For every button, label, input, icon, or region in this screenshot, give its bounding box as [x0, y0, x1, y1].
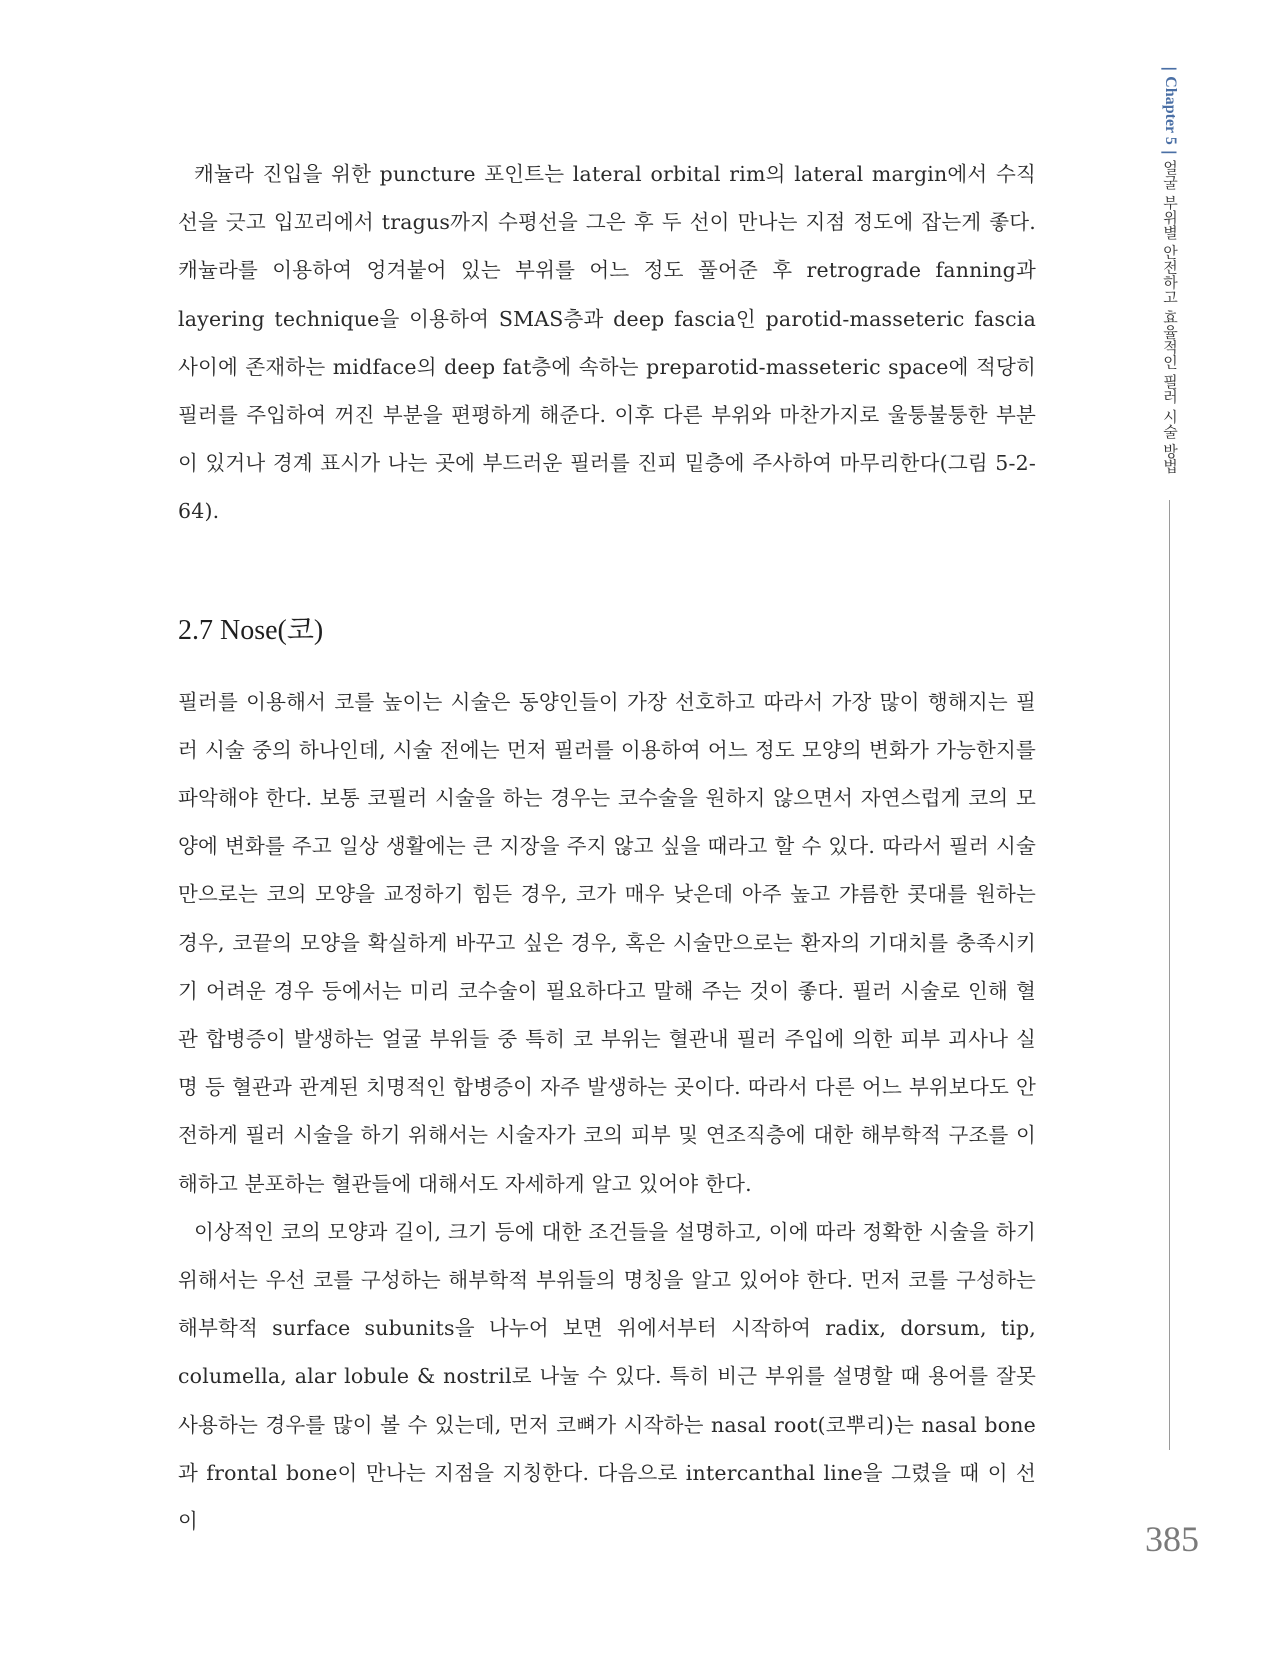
chapter-title: 얼굴 부위별 안전하고 효율적인 필러 시술 방법	[1161, 159, 1179, 474]
running-header	[1160, 66, 1181, 474]
page-number: 385	[1145, 1519, 1199, 1559]
paragraph-cannula: 캐뉼라 진입을 위한 puncture 포인트는 lateral orbital rim의 lateral margin에서 수직선을 긋고 입꼬리에서 tragus까지 수평선을 그은 후 두 선이 만나는 지점 정도에 잡는게 좋다. 캐뉼라를 이용하여 엉겨붙어 있는 부위를 어느 정도 풀어준 후 retrograde fanning과 layering technique을 이용하여 SMAS층과 deep fascia인 parotid-masseteric fascia 사이에 존재하는 midface의 deep fat층에 속하는 preparotid-masseteric space에 적당히 필러를 주입하여 꺼진 부분을 편평하게 해준다. 이후 다른 부위와 마찬가지로 울퉁불퉁한 부분이 있거나 경계 표시가 나는 곳에 부드러운 필러를 진피 밑층에 주사하여 마무리한다(그림 5-2-64).	[178, 162, 1036, 524]
page-body	[178, 150, 1036, 1545]
paragraph-nose-anatomy: 이상적인 코의 모양과 길이, 크기 등에 대한 조건들을 설명하고, 이에 따라 정확한 시술을 하기 위해서는 우선 코를 구성하는 해부학적 부위들의 명칭을 알고 있어야 한다. 먼저 코를 구성하는 해부학적 surface subunits을 나누어 보면 위에서부터 시작하여 radix, dorsum, tip, columella, alar lobule & nostril로 나눌 수 있다. 특히 비근 부위를 설명할 때 용어를 잘못 사용하는 경우를 많이 볼 수 있는데, 먼저 코뼈가 시작하는 nasal root(코뿌리)는 nasal bone과 frontal bone이 만나는 지점을 지칭한다. 다음으로 intercanthal line을 그렸을 때 이 선이	[178, 1219, 1036, 1534]
paragraph-nose-intro: 필러를 이용해서 코를 높이는 시술은 동양인들이 가장 선호하고 따라서 가장 많이 행해지는 필러 시술 중의 하나인데, 시술 전에는 먼저 필러를 이용하여 어느 정도 모양의 변화가 가능한지를 파악해야 한다. 보통 코필러 시술을 하는 경우는 코수술을 원하지 않으면서 자연스럽게 코의 모양에 변화를 주고 일상 생활에는 큰 지장을 주지 않고 싶을 때라고 할 수 있다. 따라서 필러 시술만으로는 코의 모양을 교정하기 힘든 경우, 코가 매우 낮은데 아주 높고 갸름한 콧대를 원하는 경우, 코끝의 모양을 확실하게 바꾸고 싶은 경우, 혹은 시술만으로는 환자의 기대치를 충족시키기 어려운 경우 등에서는 미리 코수술이 필요하다고 말해 주는 것이 좋다. 필러 시술로 인해 혈관 합병증이 발생하는 얼굴 부위들 중 특히 코 부위는 혈관내 필러 주입에 의한 피부 괴사나 실명 등 혈관과 관계된 치명적인 합병증이 자주 발생하는 곳이다. 따라서 다른 어느 부위보다도 안전하게 필러 시술을 하기 위해서는 시술자가 코의 피부 및 연조직층에 대한 해부학적 구조를 이해하고 분포하는 혈관들에 대해서도 자세하게 알고 있어야 한다.	[178, 689, 1036, 1196]
side-divider	[1169, 500, 1170, 1450]
header-bar-2: |	[1161, 149, 1179, 156]
section-heading-nose: 2.7 Nose(코)	[178, 614, 324, 646]
chapter-label: Chapter 5	[1162, 76, 1179, 145]
header-bar: |	[1161, 66, 1179, 72]
